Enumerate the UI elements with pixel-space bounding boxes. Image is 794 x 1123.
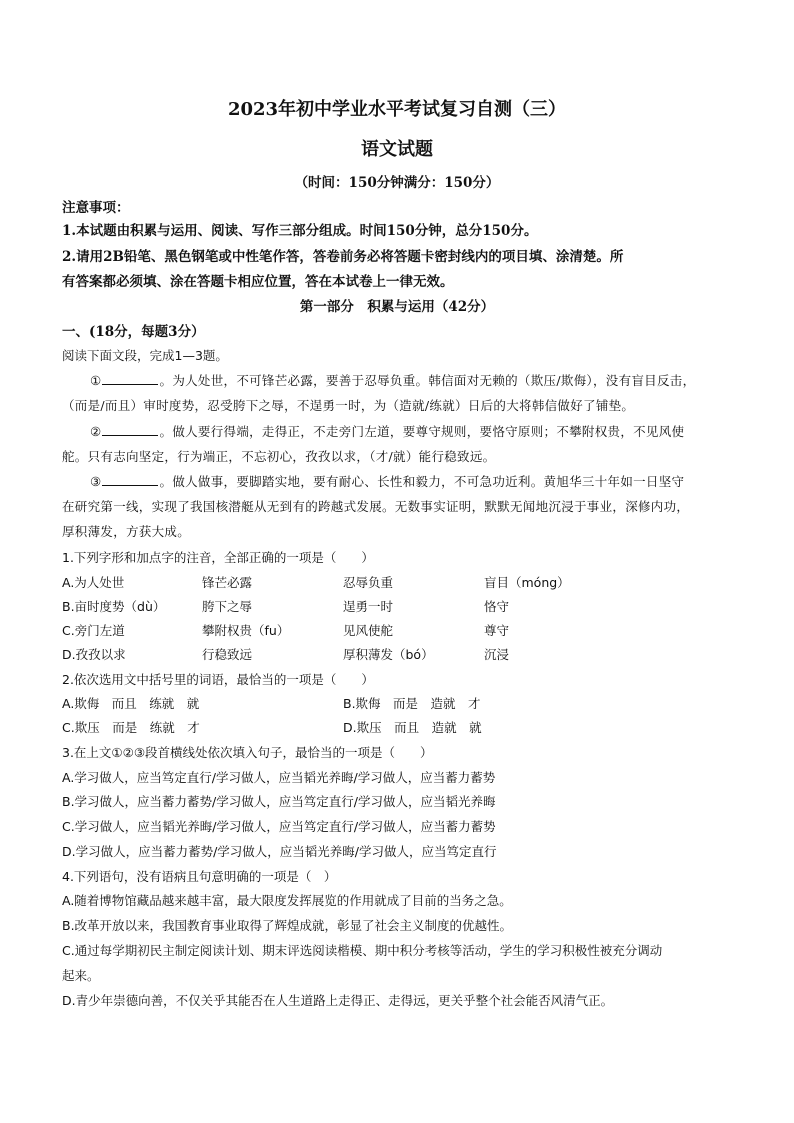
question-2-stem: 2.依次选用文中括号里的词语，最恰当的一项是（ ） [62, 672, 374, 687]
answer-blank-1[interactable] [102, 372, 158, 385]
q1-option-a3: 忍辱负重 [343, 575, 394, 590]
para-3-marker: ③ [90, 474, 102, 489]
q2-option-b[interactable]: B.欺侮 而是 造就 才 [343, 696, 481, 711]
q1-option-a4: 盲目（móng） [484, 575, 570, 590]
subject-title: 语文试题 [361, 139, 433, 160]
q4-option-d[interactable]: D.青少年崇德向善，不仅关乎其能否在人生道路上走得正、走得远，更关乎整个社会能否风清气正。 [62, 993, 614, 1008]
q4-option-a[interactable]: A.随着博物馆藏品越来越丰富，最大限度发挥展览的作用就成了目前的当务之急。 [62, 893, 512, 908]
passage-para-1-line-2: （而是/而且）审时度势，忍受胯下之辱，不逞勇一时，为（造就/练就）日后的大将韩信做好了铺垫。 [62, 398, 635, 413]
q1-option-b2: 胯下之辱 [202, 599, 253, 614]
passage-para-1-line-1 [90, 372, 695, 390]
q1-option-b3: 逞勇一时 [343, 599, 394, 614]
passage-para-3-line-1 [90, 473, 684, 491]
note-item-1: 1.本试题由积累与运用、阅读、写作三部分组成。时间150分钟，总分150分。 [62, 223, 538, 239]
q1-option-b1[interactable]: B.亩时度势（dù） [62, 599, 166, 614]
question-3-stem: 3.在上文①②③段首横线处依次填入句子，最恰当的一项是（ ） [62, 745, 433, 760]
question-1-stem: 1.下列字形和加点字的注音，全部正确的一项是（ ） [62, 550, 374, 565]
q4-option-c-line-1[interactable]: C.通过每学期初民主制定阅读计划、期末评选阅读楷模、期中积分考核等活动，学生的学习积极性被充分调动 [62, 943, 663, 958]
q1-option-c4: 尊守 [484, 623, 510, 638]
notes-heading: 注意事项： [62, 200, 130, 216]
passage-para-3-line-2: 在研究第一线，实现了我国核潜艇从无到有的跨越式发展。无数事实证明，默默无闻地沉浸于事业，深修内功， [62, 499, 690, 514]
note-item-2-line-1: 2.请用2B铅笔、黑色钢笔或中性笔作答，答卷前务必将答题卡密封线内的项目填、涂清楚。所 [62, 249, 624, 265]
section-title: 一、(18分，每题3分） [62, 324, 205, 340]
q3-option-c[interactable]: C.学习做人，应当韬光养晦/学习做人，应当笃定直行/学习做人，应当蓄力蓄势 [62, 819, 496, 834]
q1-option-b4: 恪守 [484, 599, 510, 614]
para-2-text: 。做人要行得端，走得正，不走旁门左道，要尊守规则，要恪守原则；不攀附权贵，不见风使 [159, 424, 685, 439]
q2-option-d[interactable]: D.欺压 而且 造就 就 [343, 720, 482, 735]
para-3-text: 。做人做事，要脚踏实地，要有耐心、长性和毅力，不可急功近利。黄旭华三十年如一日坚守 [159, 474, 685, 489]
note-item-2-line-2: 有答案都必须填、涂在答题卡相应位置，答在本试卷上一律无效。 [62, 274, 454, 290]
para-1-text: 。为人处世，不可锋芒必露，要善于忍辱负重。韩信面对无赖的（欺压/欺侮），没有盲目反击， [159, 373, 696, 388]
answer-blank-3[interactable] [102, 473, 158, 486]
para-2-marker: ② [90, 424, 102, 439]
q3-option-a[interactable]: A.学习做人，应当笃定直行/学习做人，应当韬光养晦/学习做人，应当蓄力蓄势 [62, 770, 496, 785]
passage-para-2-line-1 [90, 423, 684, 441]
q1-option-d4: 沉浸 [484, 647, 510, 662]
q3-option-b[interactable]: B.学习做人，应当蓄力蓄势/学习做人，应当笃定直行/学习做人，应当韬光养晦 [62, 794, 496, 809]
q1-option-d1[interactable]: D.孜孜以求 [62, 647, 126, 662]
q1-option-d2: 行稳致远 [202, 647, 253, 662]
passage-para-2-line-2: 舵。只有志向坚定，行为端正，不忘初心，孜孜以求，（才/就）能行稳致远。 [62, 449, 496, 464]
part1-title: 第一部分 积累与运用（42分） [299, 299, 495, 315]
q1-option-c2: 攀附权贵（fu） [202, 623, 290, 638]
q1-option-c3: 见风使舵 [343, 623, 394, 638]
exam-title: 2023年初中学业水平考试复习自测（三） [227, 99, 567, 120]
answer-blank-2[interactable] [102, 423, 158, 436]
q1-option-d3: 厚积薄发（bó） [343, 647, 434, 662]
time-info: （时间：150分钟满分：150分） [294, 175, 500, 191]
reading-instruction: 阅读下面文段，完成1—3题。 [62, 348, 228, 363]
q4-option-c-line-2: 起来。 [62, 968, 100, 983]
question-4-stem: 4.下列语句，没有语病且句意明确的一项是（ ） [62, 869, 337, 884]
q2-option-a[interactable]: A.欺侮 而且 练就 就 [62, 696, 200, 711]
q2-option-c[interactable]: C.欺压 而是 练就 才 [62, 720, 200, 735]
passage-para-3-line-3: 厚积薄发，方获大成。 [62, 524, 191, 539]
q3-option-d[interactable]: D.学习做人，应当蓄力蓄势/学习做人，应当韬光养晦/学习做人，应当笃定直行 [62, 844, 497, 859]
q1-option-a1[interactable]: A.为人处世 [62, 575, 125, 590]
para-1-marker: ① [90, 373, 102, 388]
q4-option-b[interactable]: B.改革开放以来，我国教育事业取得了辉煌成就，彰显了社会主义制度的优越性。 [62, 918, 513, 933]
q1-option-a2: 锋芒必露 [202, 575, 253, 590]
q1-option-c1[interactable]: C.旁门左道 [62, 623, 125, 638]
